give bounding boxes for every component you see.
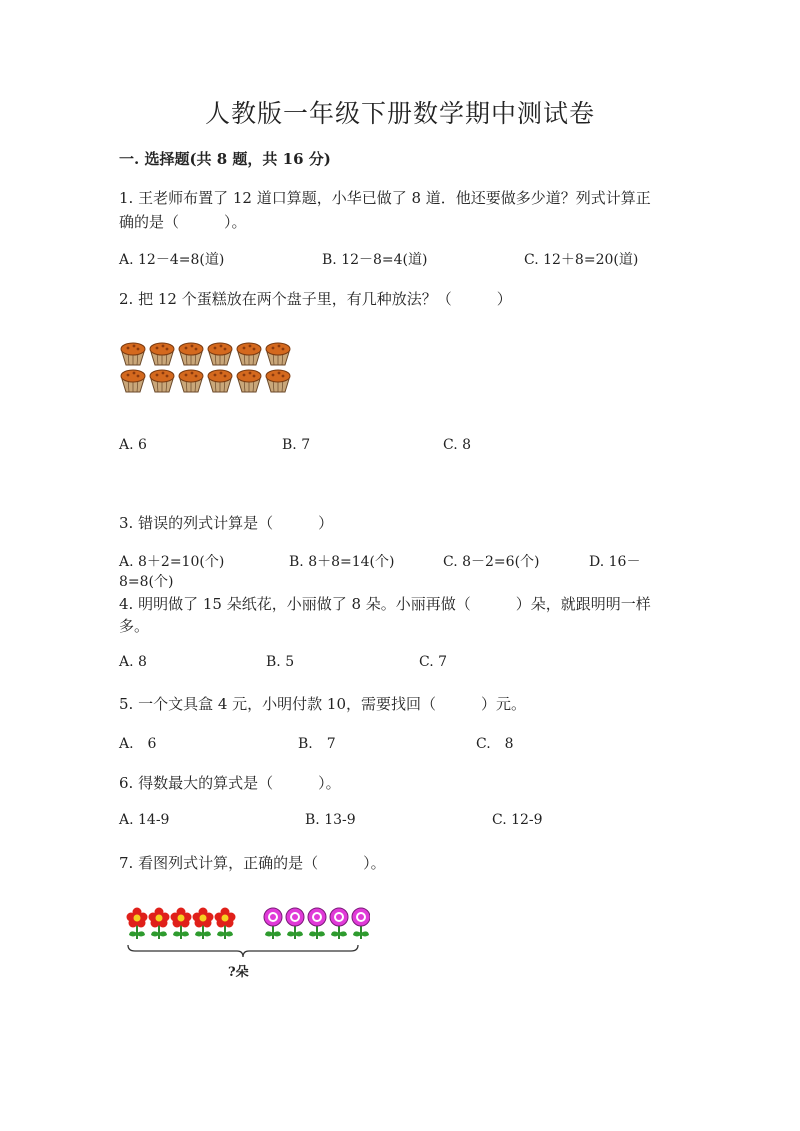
cupcake-grid-icon [119, 340, 301, 396]
q2-option-b: B. 7 [282, 437, 311, 453]
q6-option-c: C. 12-9 [492, 812, 543, 828]
q4-option-b: B. 5 [266, 654, 295, 670]
cakes-image [119, 340, 301, 400]
q5-option-b: B. 7 [298, 736, 336, 752]
question-3-line-1: 3. 错误的列式计算是（ ） [119, 514, 334, 532]
question-5-line-1: 5. 一个文具盒 4 元，小明付款 10，需要找回（ ）元。 [119, 695, 527, 713]
q4-option-c: C. 7 [419, 654, 448, 670]
question-6-line-1: 6. 得数最大的算式是（ ）。 [119, 774, 341, 792]
figure-total-label: ?朵 [228, 965, 249, 980]
question-7-line-1: 7. 看图列式计算，正确的是（ ）。 [119, 854, 386, 872]
section-heading: 一. 选择题(共 8 题，共 16 分) [119, 150, 331, 168]
q6-option-b: B. 13-9 [305, 812, 356, 828]
question-1-line-1: 1. 王老师布置了 12 道口算题，小华已做了 8 道．他还要做多少道？列式计算正 [119, 189, 651, 207]
q3-option-a: A. 8＋2=10(个) [119, 554, 225, 570]
q4-option-a: A. 8 [119, 654, 147, 670]
q1-option-b: B. 12－8=4(道) [322, 252, 428, 268]
q1-option-a: A. 12－4=8(道) [119, 252, 225, 268]
question-2-line-1: 2. 把 12 个蛋糕放在两个盘子里，有几种放法？（ ） [119, 290, 512, 308]
q2-option-c: C. 8 [443, 437, 472, 453]
q5-option-c: C. 8 [476, 736, 514, 752]
q5-option-a: A. 6 [119, 736, 157, 752]
question-4-line-2: 多。 [119, 617, 150, 635]
question-1-line-2: 确的是（ ）。 [119, 213, 247, 231]
q2-option-a: A. 6 [119, 437, 147, 453]
q6-option-a: A. 14-9 [119, 812, 170, 828]
q3-option-c: C. 8－2=6(个) [443, 554, 540, 570]
page-title: 人教版一年级下册数学期中测试卷 [204, 99, 595, 128]
q3-option-d-wrap: 8=8(个) [119, 574, 174, 590]
q1-option-c: C. 12＋8=20(道) [524, 252, 639, 268]
q3-option-b: B. 8＋8=14(个) [289, 554, 395, 570]
q3-option-d: D. 16－ [589, 554, 641, 570]
question-4-line-1: 4. 明明做了 15 朵纸花，小丽做了 8 朵。小丽再做（ ）朵，就跟明明一样 [119, 595, 651, 613]
